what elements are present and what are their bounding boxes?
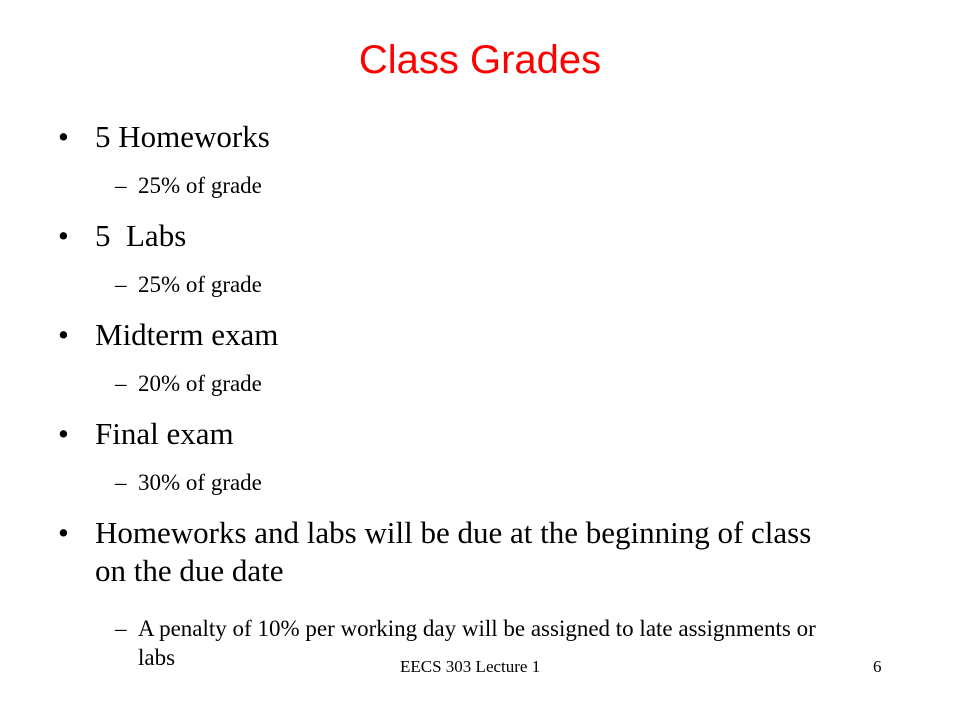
- bullet-dot: •: [58, 218, 69, 253]
- bullet-text: Homeworks and labs will be due at the beginning of class on the due date: [95, 515, 812, 588]
- bullet-dot: •: [58, 119, 69, 154]
- bullet-homeworks: [58, 118, 858, 156]
- sub-bullet-text: A penalty of 10% per working day will be assigned to late assignments or labs: [138, 616, 816, 670]
- bullet-due-policy: [58, 514, 848, 590]
- bullet-dot: •: [58, 416, 69, 451]
- bullet-text: 5 Labs: [95, 218, 187, 253]
- bullet-final: [58, 415, 858, 453]
- bullet-dot: •: [58, 317, 69, 352]
- sub-bullet-dash: –: [115, 272, 127, 297]
- sub-bullet-text: 25% of grade: [138, 173, 262, 198]
- bullet-dot: •: [58, 515, 69, 550]
- sub-bullet-dash: –: [115, 371, 127, 396]
- sub-bullet-text: 25% of grade: [138, 272, 262, 297]
- sub-bullet-midterm: [115, 369, 875, 398]
- bullet-text: 5 Homeworks: [95, 119, 270, 154]
- sub-bullet-homeworks: [115, 171, 875, 200]
- sub-bullet-text: 30% of grade: [138, 470, 262, 495]
- bullet-text: Final exam: [95, 416, 234, 451]
- footer-lecture-label: EECS 303 Lecture 1: [400, 657, 541, 676]
- sub-bullet-dash: –: [115, 470, 127, 495]
- bullet-midterm: [58, 316, 858, 354]
- slide-title: Class Grades: [358, 38, 602, 82]
- sub-bullet-dash: –: [115, 173, 127, 198]
- bullet-text: Midterm exam: [95, 317, 279, 352]
- sub-bullet-labs: [115, 270, 875, 299]
- sub-bullet-text: 20% of grade: [138, 371, 262, 396]
- sub-bullet-final: [115, 468, 875, 497]
- sub-bullet-dash: –: [115, 616, 127, 641]
- bullet-labs: [58, 217, 858, 255]
- footer-page-number: 6: [873, 657, 882, 676]
